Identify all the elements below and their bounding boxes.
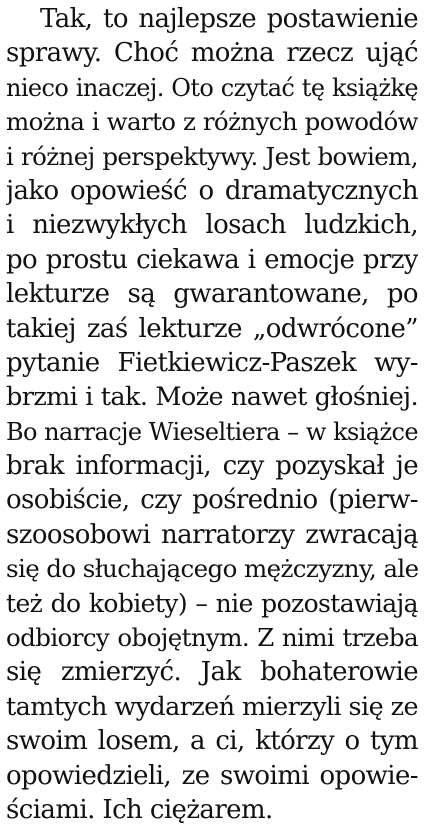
- paragraph-line: po prostu ciekawa i emocje przy: [6, 244, 418, 275]
- paragraph-line: i różnej perspektywy. Jest bowiem,: [6, 141, 418, 171]
- paragraph-line: Tak, to najlepsze postawienie: [40, 4, 418, 34]
- paragraph-line: można i warto z różnych powodów: [6, 107, 418, 137]
- paragraph-line: pytanie Fietkiewicz-Paszek wy-: [6, 347, 418, 378]
- paragraph-line: się zmierzyć. Jak bohaterowie: [6, 657, 418, 688]
- paragraph-line: się do słuchającego mężczyzny, ale: [6, 554, 418, 584]
- paragraph-line: swoim losem, a ci, którzy o tym: [6, 726, 418, 757]
- paragraph-line: sprawy. Choć można rzecz ująć: [6, 38, 418, 69]
- paragraph-line: i niezwykłych losach ludzkich,: [6, 210, 418, 241]
- paragraph-line: nieco inaczej. Oto czytać tę książkę: [6, 73, 418, 102]
- paragraph-line: szoosobowi narratorzy zwracają: [6, 519, 418, 550]
- text-column: [6, 2, 418, 827]
- paragraph-line: odbiorcy obojętnym. Z nimi trzeba: [6, 623, 418, 653]
- paragraph-line: też do kobiety) – nie pozostawiają: [6, 588, 418, 618]
- paragraph-line: osobiście, czy pośrednio (pierw-: [6, 485, 418, 516]
- paragraph-line: brzmi i tak. Może nawet głośniej.: [6, 382, 418, 413]
- paragraph-line: Bo narracje Wieseltiera – w książce: [6, 417, 418, 446]
- paragraph-line: jako opowieść o dramatycznych: [6, 175, 418, 206]
- paragraph-line: opowiedzieli, ze swoimi opowie-: [6, 760, 418, 791]
- paragraph-line: ściami. Ich ciężarem.: [6, 794, 273, 825]
- paragraph-line: takiej zaś lekturze „odwrócone”: [6, 313, 418, 344]
- paragraph-line: lekturze są gwarantowane, po: [6, 279, 418, 310]
- paragraph-line: brak informacji, czy pozyskał je: [6, 451, 418, 482]
- paragraph-line: tamtych wydarzeń mierzyli się ze: [6, 691, 418, 722]
